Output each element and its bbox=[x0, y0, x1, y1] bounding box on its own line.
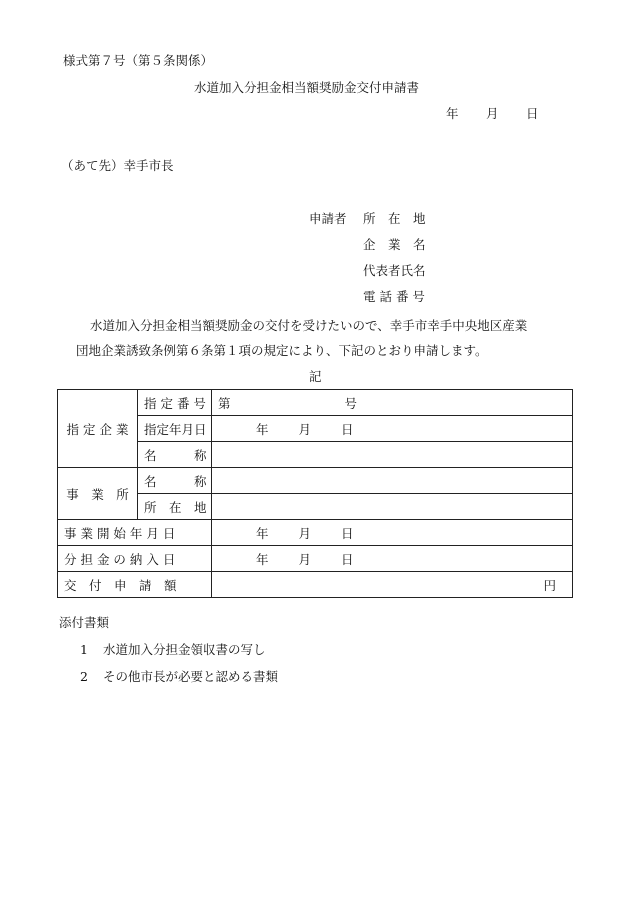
table-row bbox=[58, 520, 573, 546]
date-year: 年 bbox=[446, 106, 459, 121]
payment-date-day: 日 bbox=[341, 551, 354, 567]
body-text-line-2: 団地企業誘致条例第６条第１項の規定により、下記のとおり申請します。 bbox=[76, 343, 488, 358]
office-location-label: 所 在 地 bbox=[138, 494, 212, 520]
designated-number-label: 指 定 番 号 bbox=[138, 390, 212, 416]
attachment-number-1: 1 bbox=[80, 642, 88, 657]
start-date-label: 事 業 開 始 年 月 日 bbox=[58, 520, 212, 546]
table-row bbox=[58, 546, 573, 572]
grant-amount-label: 交 付 申 請 額 bbox=[58, 572, 212, 598]
office-name-label: 名 称 bbox=[138, 468, 212, 494]
office-name-value[interactable] bbox=[212, 468, 573, 494]
designated-date-label: 指定年月日 bbox=[138, 416, 212, 442]
addressee: （あて先）幸手市長 bbox=[61, 158, 174, 173]
office-header: 事 業 所 bbox=[58, 468, 138, 520]
applicant-company-label: 企 業 名 bbox=[363, 237, 426, 252]
date-month: 月 bbox=[486, 106, 499, 121]
company-name-label: 名 称 bbox=[138, 442, 212, 468]
form-number: 様式第７号（第５条関係） bbox=[63, 53, 214, 68]
designated-date-value[interactable] bbox=[212, 416, 573, 442]
payment-date-year: 年 bbox=[256, 551, 269, 567]
applicant-phone-label: 電 話 番 号 bbox=[363, 289, 425, 304]
grant-amount-value[interactable] bbox=[212, 572, 573, 598]
applicant-address-label: 所 在 地 bbox=[363, 211, 426, 226]
designated-date-day: 日 bbox=[341, 421, 354, 437]
designated-number-value[interactable] bbox=[212, 390, 573, 416]
payment-date-value[interactable] bbox=[212, 546, 573, 572]
attachment-text-2: その他市長が必要と認める書類 bbox=[103, 669, 279, 684]
ki-heading: 記 bbox=[309, 369, 322, 384]
designated-company-header: 指 定 企 業 bbox=[58, 390, 138, 468]
table-row bbox=[58, 468, 573, 494]
application-table bbox=[57, 389, 573, 598]
office-location-value[interactable] bbox=[212, 494, 573, 520]
designated-number-prefix: 第 bbox=[218, 395, 231, 411]
designated-date-month: 月 bbox=[298, 421, 312, 437]
start-date-month: 月 bbox=[298, 525, 312, 541]
attachments-heading: 添付書類 bbox=[59, 615, 110, 630]
payment-date-month: 月 bbox=[298, 551, 312, 567]
attachment-text-1: 水道加入分担金領収書の写し bbox=[103, 642, 266, 657]
company-name-value[interactable] bbox=[212, 442, 573, 468]
applicant-label: 申請者 bbox=[309, 211, 347, 226]
applicant-representative-label: 代表者氏名 bbox=[363, 263, 426, 278]
start-date-value[interactable] bbox=[212, 520, 573, 546]
table-row bbox=[58, 572, 573, 598]
document-title: 水道加入分担金相当額奨励金交付申請書 bbox=[194, 80, 420, 95]
designated-date-year: 年 bbox=[256, 421, 269, 437]
attachment-number-2: 2 bbox=[80, 669, 88, 684]
start-date-year: 年 bbox=[256, 525, 269, 541]
designated-number-suffix: 号 bbox=[344, 395, 357, 411]
yen-unit: 円 bbox=[543, 577, 556, 593]
body-text-line-1: 水道加入分担金相当額奨励金の交付を受けたいので、幸手市幸手中央地区産業 bbox=[90, 318, 528, 333]
payment-date-label: 分 担 金 の 納 入 日 bbox=[58, 546, 212, 572]
start-date-day: 日 bbox=[341, 525, 354, 541]
date-day: 日 bbox=[526, 106, 539, 121]
table-row bbox=[58, 390, 573, 416]
